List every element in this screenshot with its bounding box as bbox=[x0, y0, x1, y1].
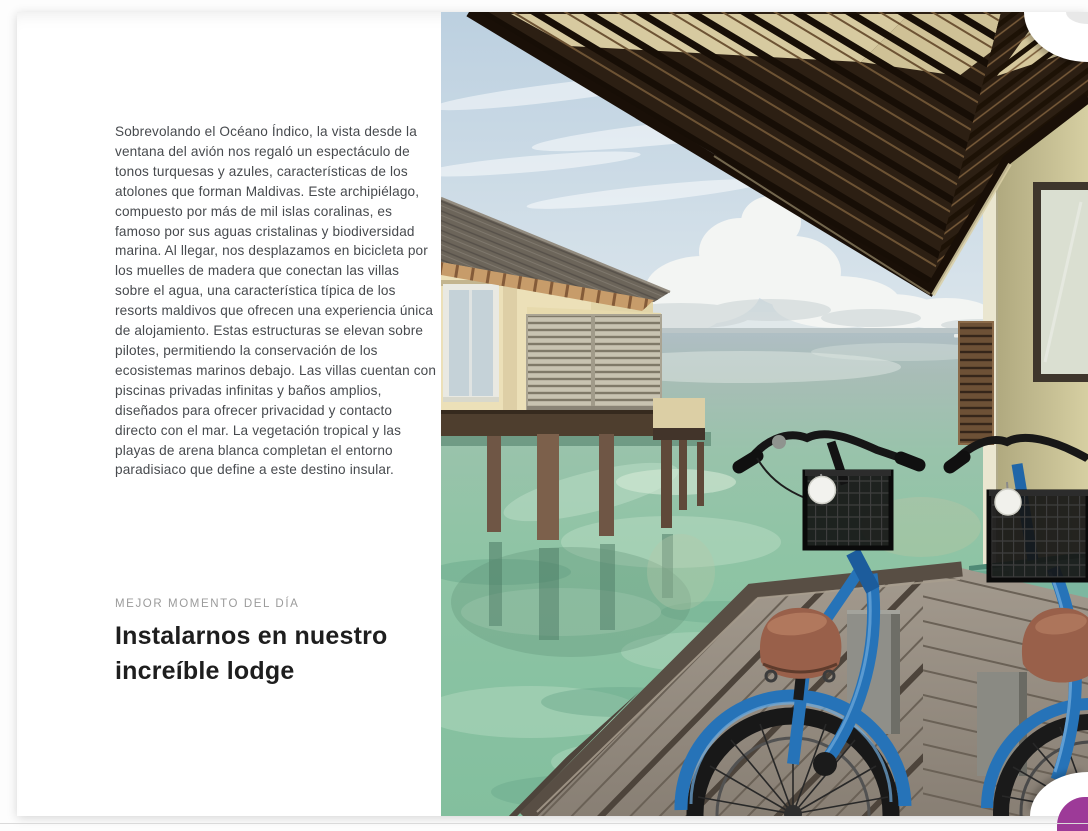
best-moment-title: Instalarnos en nuestro increíble lodge bbox=[115, 622, 388, 685]
best-moment-block bbox=[115, 598, 425, 689]
best-moment-label: MEJOR MOMENTO DEL DÍA bbox=[115, 598, 300, 610]
journal-text-column bbox=[115, 122, 437, 480]
villa-right-window bbox=[1033, 182, 1088, 382]
book-page bbox=[17, 12, 1088, 816]
rental-tag bbox=[809, 477, 836, 504]
villa-window bbox=[443, 284, 499, 402]
louver-shutter bbox=[959, 322, 993, 444]
bell bbox=[772, 435, 786, 449]
villa-lattice-box bbox=[527, 307, 661, 412]
crank bbox=[813, 752, 837, 776]
maldives-photo-illustration bbox=[441, 12, 1088, 816]
viewer-bottom-divider bbox=[0, 823, 1088, 824]
journal-body-text: Sobrevolando el Océano Índico, la vista desde la ventana del avión nos regaló un espectáculo de tonos turquesas y azules, características de los atolones que forman Maldivas. Este archipiélago, compuesto por más de mil islas coralinas, es famoso por sus aguas cristalinas y biodiversidad marina. Al llegar, nos desplazamos en bicicleta por los muelles de madera que conectan las villas sobre el agua, una característica típica de los resorts maldivos que ofrecen una experiencia única de alojamiento. Estas estructuras se elevan sobre pilotes, permitiendo la conservación de los ecosistemas marinos debajo. Las villas cuentan con piscinas privadas infinitas y baños amplios, diseñados para ofrecer privacidad y contacto directo con el mar. La vegetación tropical y las playas de arena blanca completan el entorno paradisiaco que define a este destino insular. bbox=[115, 124, 437, 478]
spread-photo[interactable] bbox=[441, 12, 1088, 816]
rental-tag bbox=[995, 489, 1021, 515]
